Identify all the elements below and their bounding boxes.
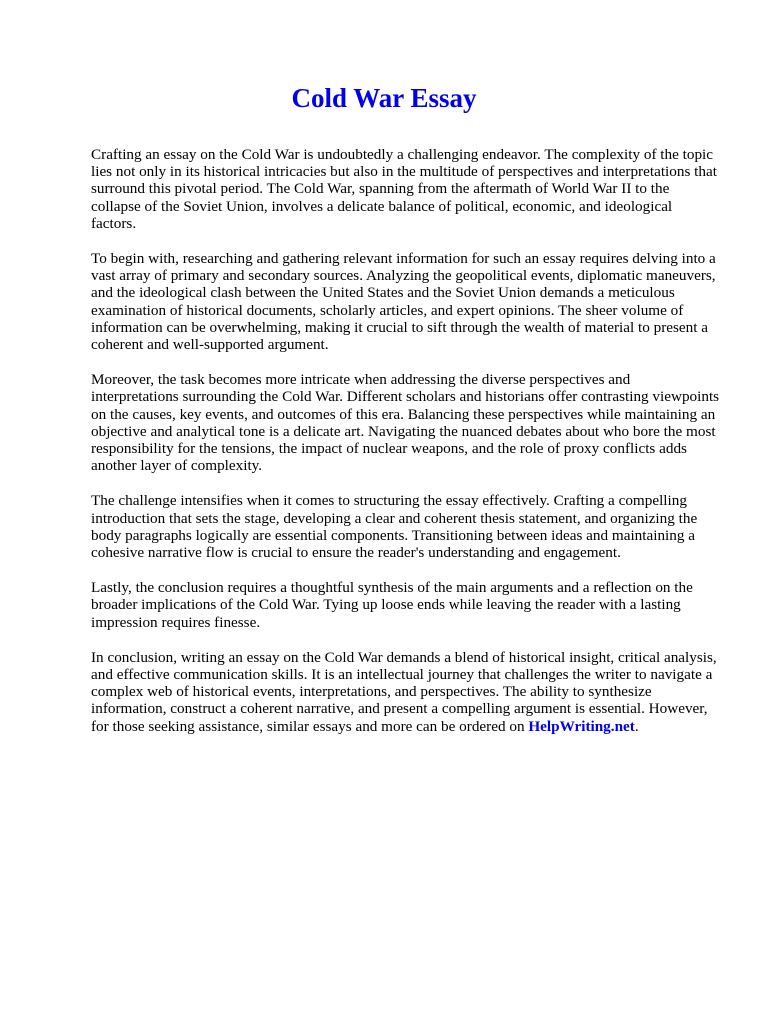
paragraph-conclusion-requirements: Lastly, the conclusion requires a thoughtful synthesis of the main arguments and a reflection on the broader implications of the Cold War. Tying up loose ends while leaving the reader with a lasting impression requires finesse. (91, 579, 693, 631)
paragraph-final (91, 649, 721, 735)
paragraph-structure: The challenge intensifies when it comes to structuring the essay effectively. Crafting a compelling introduction that sets the stage, developing a clear and coherent thesis statement, and organizing the body paragraphs logically are essential components. Transitioning between ideas and maintaining a cohesive narrative flow is crucial to ensure the reader's understanding and engagement. (91, 492, 698, 562)
paragraph-intro: Crafting an essay on the Cold War is undoubtedly a challenging endeavor. The complexity of the topic lies not only in its historical intricacies but also in the multitude of perspectives and interpretations that surround this pivotal period. The Cold War, spanning from the aftermath of World War II to the collapse of the Soviet Union, involves a delicate balance of political, economic, and ideological factors. (91, 146, 717, 232)
helpwriting-link[interactable]: HelpWriting.net (528, 717, 635, 735)
paragraph-research: To begin with, researching and gathering relevant information for such an essay requires delving into a vast array of primary and secondary sources. Analyzing the geopolitical events, diplomatic maneuvers, and the ideological clash between the United States and the Soviet Union demands a meticulous examination of historical documents, scholarly articles, and expert opinions. The sheer volume of information can be overwhelming, making it crucial to sift through the wealth of material to present a coherent and well-supported argument. (91, 250, 716, 354)
page-title: Cold War Essay (291, 83, 477, 113)
final-paragraph-text: In conclusion, writing an essay on the Cold War demands a blend of historical insight, critical analysis, and effective communication skills. It is an intellectual journey that challenges the writer to navigate a complex web of historical events, interpretations, and perspectives. The ability to synthesize information, construct a coherent narrative, and present a compelling argument is essential. However, for those seeking assistance, similar essays and more can be ordered on (91, 648, 717, 735)
paragraph-perspectives: Moreover, the task becomes more intricate when addressing the diverse perspectives and interpretations surrounding the Cold War. Different scholars and historians offer contrasting viewpoints on the causes, key events, and outcomes of this era. Balancing these perspectives while maintaining an objective and analytical tone is a delicate art. Navigating the nuanced debates about who bore the most responsibility for the tensions, the impact of nuclear weapons, and the role of proxy conflicts adds another layer of complexity. (91, 371, 720, 475)
essay-body (91, 146, 721, 753)
final-period: . (634, 717, 639, 735)
